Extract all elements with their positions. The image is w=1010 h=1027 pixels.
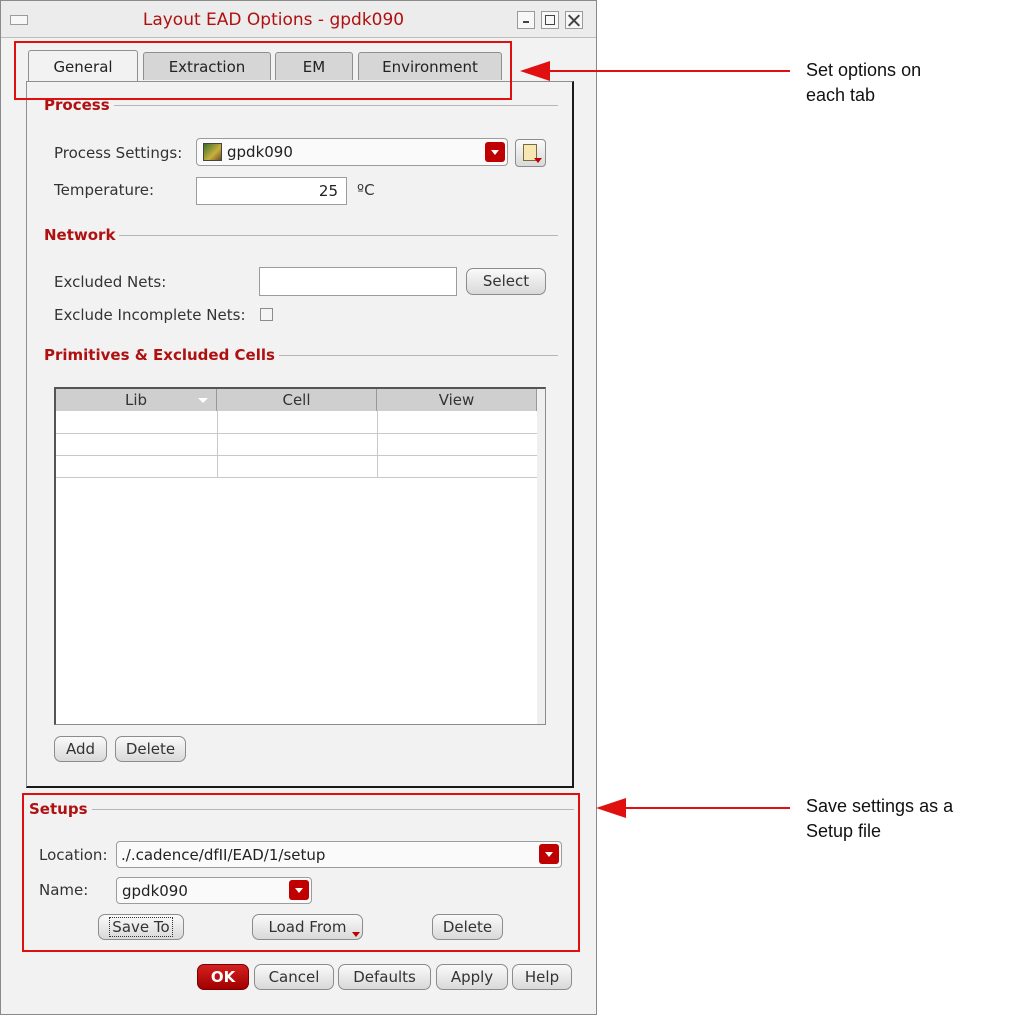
- tabs-arrowhead: [520, 61, 550, 81]
- save-to-label: Save To: [109, 917, 172, 937]
- excluded-nets-input[interactable]: [259, 267, 457, 296]
- setups-arrow: [624, 807, 790, 809]
- tab-environment[interactable]: Environment: [358, 52, 502, 80]
- maximize-icon[interactable]: [541, 11, 559, 29]
- tab-em[interactable]: EM: [275, 52, 353, 80]
- setups-annotation-line1: Save settings as a: [806, 796, 954, 816]
- tabs-annotation-line2: each tab: [806, 85, 876, 105]
- tabs-arrow: [548, 70, 790, 72]
- sort-arrow-icon: [198, 398, 208, 403]
- temperature-unit: ºC: [357, 181, 375, 199]
- process-section-title: Process: [44, 96, 114, 114]
- column-header-view[interactable]: View: [377, 389, 537, 411]
- location-value: ./.cadence/dfII/EAD/1/setup: [121, 846, 326, 864]
- column-header-lib-label: Lib: [124, 391, 148, 409]
- tab-general[interactable]: General: [28, 50, 138, 82]
- load-from-label: Load From: [268, 918, 347, 936]
- minimize-icon[interactable]: [517, 11, 535, 29]
- ok-button[interactable]: OK: [197, 964, 249, 990]
- setups-annotation-line2: Setup file: [806, 821, 882, 841]
- title-bar: [1, 1, 596, 38]
- tabs-annotation-line1: Set options on: [806, 60, 922, 80]
- table-column-divider: [217, 411, 218, 477]
- table-column-divider: [377, 411, 378, 477]
- temperature-label: Temperature:: [54, 181, 155, 199]
- primitives-table[interactable]: [54, 387, 546, 725]
- table-row-divider: [56, 477, 537, 478]
- temperature-value: 25: [318, 182, 338, 200]
- column-header-cell[interactable]: Cell: [217, 389, 377, 411]
- close-icon[interactable]: [565, 11, 583, 29]
- tabs-annotation: [806, 58, 921, 108]
- location-label: Location:: [39, 846, 108, 864]
- delete-cell-button[interactable]: Delete: [115, 736, 186, 762]
- process-separator: [45, 105, 558, 106]
- process-settings-label: Process Settings:: [54, 144, 183, 162]
- column-header-lib[interactable]: [56, 389, 217, 411]
- window-title: Layout EAD Options - gpdk090: [142, 10, 405, 30]
- primitives-section-title: Primitives & Excluded Cells: [44, 346, 279, 364]
- select-button[interactable]: Select: [466, 268, 546, 295]
- delete-setup-button[interactable]: Delete: [432, 914, 503, 940]
- apply-button[interactable]: Apply: [436, 964, 508, 990]
- name-label: Name:: [39, 881, 89, 899]
- setups-arrowhead: [596, 798, 626, 818]
- tab-extraction[interactable]: Extraction: [143, 52, 271, 80]
- add-button[interactable]: Add: [54, 736, 107, 762]
- process-icon: [203, 143, 222, 161]
- defaults-button[interactable]: Defaults: [338, 964, 431, 990]
- process-settings-value: gpdk090: [227, 143, 293, 161]
- temperature-field[interactable]: [196, 177, 347, 205]
- network-section-title: Network: [44, 226, 119, 244]
- setups-annotation: [806, 794, 953, 844]
- network-separator: [45, 235, 558, 236]
- setups-highlight-box: [22, 793, 580, 952]
- excluded-nets-label: Excluded Nets:: [54, 273, 167, 291]
- exclude-incomplete-nets-label: Exclude Incomplete Nets:: [54, 306, 246, 324]
- setups-section-title: Setups: [29, 800, 92, 818]
- exclude-incomplete-nets-checkbox[interactable]: [260, 308, 273, 321]
- help-button[interactable]: Help: [512, 964, 572, 990]
- process-settings-menu-icon[interactable]: [515, 139, 546, 167]
- table-scrollbar[interactable]: [537, 389, 545, 724]
- cancel-button[interactable]: Cancel: [254, 964, 334, 990]
- table-row-divider: [56, 455, 537, 456]
- window-menu-icon[interactable]: [10, 15, 28, 25]
- tabs-highlight-box: [14, 41, 512, 100]
- process-settings-dropdown[interactable]: [196, 138, 508, 166]
- name-value: gpdk090: [122, 882, 188, 900]
- chevron-down-icon[interactable]: [485, 142, 505, 162]
- table-row-divider: [56, 433, 537, 434]
